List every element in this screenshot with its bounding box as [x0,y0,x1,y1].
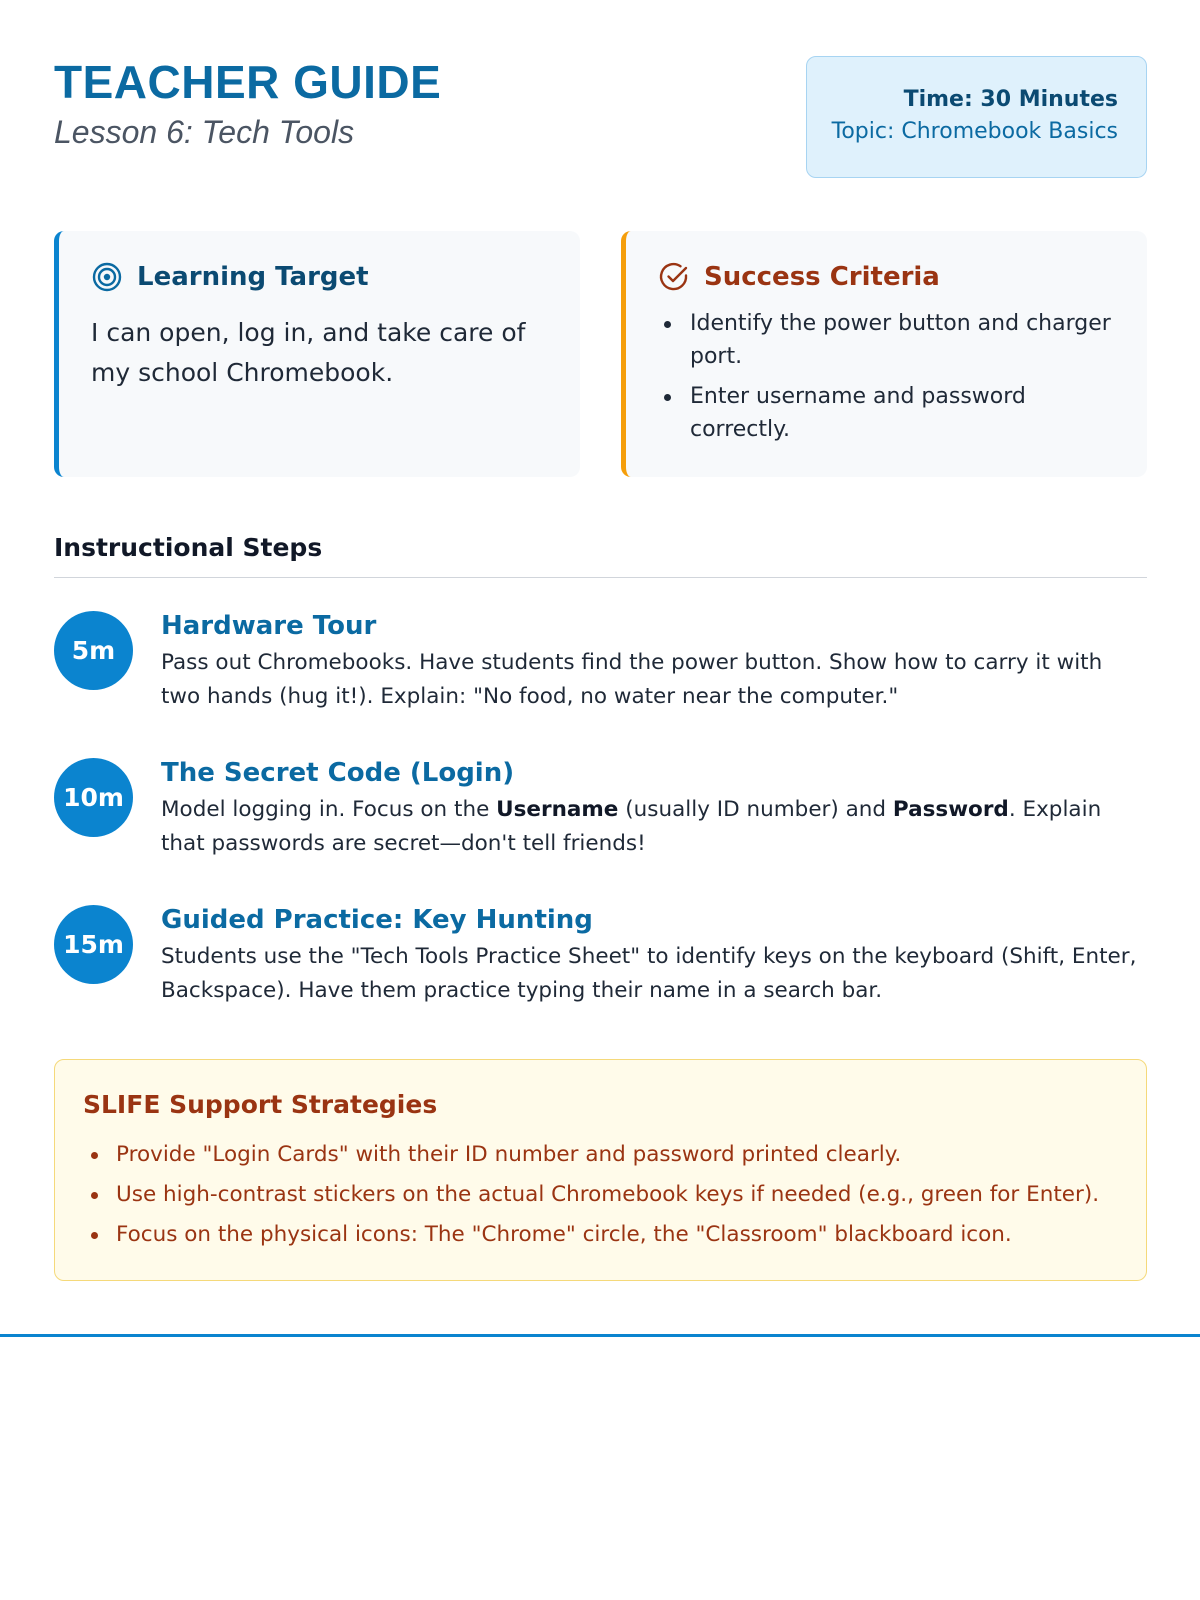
password-term: Password [892,797,1009,822]
step-duration-badge: 15m [54,905,133,984]
step-description: Pass out Chromebooks. Have students find the power button. Show how to carry it with two hands (hug it!). Explain: "No food, no water near the computer." [161,650,1103,709]
list-item: Focus on the physical icons: The "Chrome" circle, the "Classroom" blackboard icon. [83,1215,1118,1255]
slife-support-box [54,1059,1147,1281]
step-secret-code [54,755,1147,865]
success-criteria-title: Success Criteria [704,262,940,292]
step-title: Hardware Tour [161,611,377,641]
learning-target-title: Learning Target [137,262,369,292]
step-description: Students use the "Tech Tools Practice Sheet" to identify keys on the keyboard (Shift, Enter, Backspace). Have them practice typing their name in a search bar. [161,944,1137,1003]
step-hardware-tour [54,608,1147,718]
check-circle-icon [658,261,690,293]
instructional-steps-heading: Instructional Steps [54,533,1147,578]
lesson-subtitle: Lesson 6: Tech Tools [54,114,355,150]
guide-header [54,56,1147,180]
slife-title: SLIFE Support Strategies [83,1090,438,1119]
slife-list [83,1135,1118,1255]
learning-target-text: I can open, log in, and take care of my school Chromebook. [91,318,526,387]
success-criteria-list [658,307,1117,446]
step-description: Model logging in. Focus on the Username (usually ID number) and Password. Explain that passwords are secret—don't tell friends! [161,797,1102,856]
step-duration-badge: 5m [54,611,133,690]
learning-target-card [54,231,580,477]
list-item: Provide "Login Cards" with their ID number and password printed clearly. [83,1135,1118,1175]
step-title: Guided Practice: Key Hunting [161,905,593,935]
footer-divider [0,1334,1200,1337]
lesson-topic: Topic: Chromebook Basics [831,119,1118,144]
list-item: Use high-contrast stickers on the actual Chromebook keys if needed (e.g., green for Enter). [83,1175,1118,1215]
target-icon [91,261,123,293]
lesson-time: Time: 30 Minutes [903,87,1118,112]
page-title: TEACHER GUIDE [54,56,442,108]
list-item: Enter username and password correctly. [658,380,1117,446]
username-term: Username [496,797,619,822]
step-title: The Secret Code (Login) [161,758,515,788]
list-item: Identify the power button and charger port. [658,307,1117,373]
step-duration-badge: 10m [54,758,133,837]
success-criteria-card [621,231,1147,477]
step-key-hunting [54,902,1147,1012]
lesson-meta-box [806,56,1147,178]
